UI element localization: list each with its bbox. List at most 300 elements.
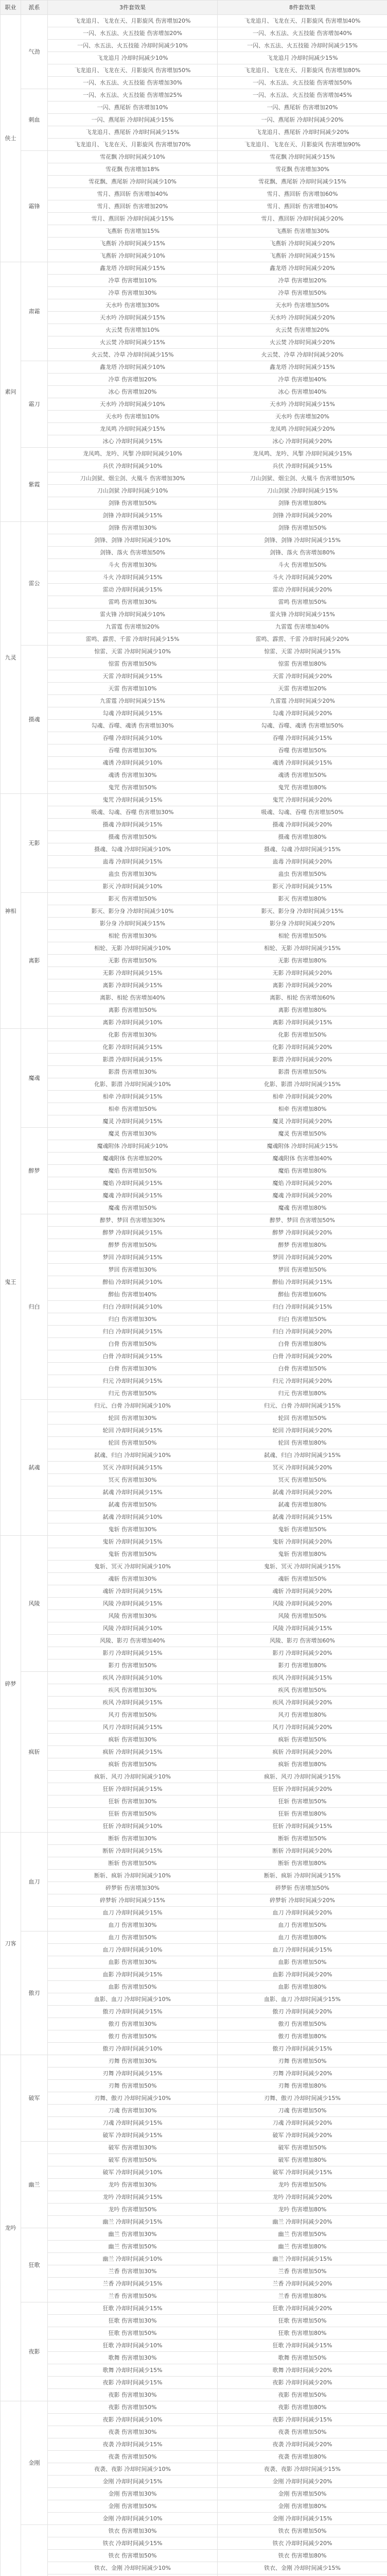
set3-effect-cell: 一闪、燕尾斩 冷却时间减少15%: [48, 114, 218, 126]
table-row: [1, 856, 387, 868]
set3-effect-cell: 醉梦 伤害增加50%: [48, 1239, 218, 1251]
table-row: [1, 1511, 387, 1523]
set8-effect-cell: 刃舞 冷却时间减少20%: [218, 2067, 387, 2080]
table-row: [1, 1412, 387, 1425]
table-row: [1, 707, 387, 720]
set8-effect-cell: 断斩 伤害增加80%: [218, 1857, 387, 1870]
set3-effect-cell: 金刚 伤害增加50%: [48, 2500, 218, 2513]
set8-effect-cell: 轮回 冷却时间减少20%: [218, 1425, 387, 1437]
set3-effect-cell: 摄魂 伤害增加50%: [48, 831, 218, 843]
table-row: [1, 1078, 387, 1091]
set8-effect-cell: 醉仙 伤害增加60%: [218, 1289, 387, 1301]
set3-effect-cell: 断斩 伤害增加50%: [48, 1857, 218, 1870]
set8-effect-cell: 一闪、燕尾斩 冷却时间减少20%: [218, 114, 387, 126]
set3-effect-cell: 狂斩 伤害增加50%: [48, 1808, 218, 1820]
table-row: [1, 1264, 387, 1276]
table-row: [1, 1449, 387, 1462]
set3-effect-cell: 火云焚、冷草 冷却时间减少15%: [48, 349, 218, 361]
set8-effect-cell: 雪花飘 冷却时间减少15%: [218, 151, 387, 163]
school-cell: 摄魂: [21, 646, 48, 794]
table-row: [1, 101, 387, 114]
table-row: [1, 435, 387, 448]
table-row: [1, 1103, 387, 1115]
table-body: [1, 15, 387, 2576]
set3-effect-cell: 雪月、燕回斩 伤害增加20%: [48, 200, 218, 213]
set8-effect-cell: 疯斩 冷却时间减少20%: [218, 1746, 387, 1758]
table-row: [1, 967, 387, 979]
set3-effect-cell: 夜袭 伤害增加30%: [48, 2426, 218, 2438]
table-row: [1, 1561, 387, 1573]
set3-effect-cell: 冷草 伤害增加30%: [48, 287, 218, 299]
set8-effect-cell: 剑锋 伤害增加80%: [218, 497, 387, 510]
set8-effect-cell: 一闪、水五法、火五技能 伤害增加45%: [218, 89, 387, 101]
table-row: [1, 670, 387, 683]
set8-effect-cell: 飞燕斩 冷却时间减少15%: [218, 250, 387, 262]
set3-effect-cell: 兵伏 冷却时间减少10%: [48, 460, 218, 472]
table-row: [1, 992, 387, 1004]
set8-effect-cell: 鬼斩 伤害增加50%: [218, 1523, 387, 1536]
header-set3: 3件套效果: [48, 1, 218, 15]
set3-effect-cell: 化影 伤害增加30%: [48, 1029, 218, 1041]
set3-effect-cell: 傲刃 伤害增加30%: [48, 2018, 218, 2030]
set8-effect-cell: 血影 伤害增加50%: [218, 1956, 387, 1969]
table-row: [1, 250, 387, 262]
table-row: [1, 1165, 387, 1177]
table-row: [1, 1610, 387, 1622]
table-row: [1, 1091, 387, 1103]
set3-effect-cell: 一闪、燕尾斩 伤害增加10%: [48, 101, 218, 114]
table-row: [1, 1931, 387, 1944]
set3-effect-cell: 醉梦、梦回 伤害增加30%: [48, 1214, 218, 1227]
table-row: [1, 2340, 387, 2352]
table-row: [1, 1697, 387, 1709]
set8-effect-cell: 冰心 冷却时间减少20%: [218, 435, 387, 448]
set8-effect-cell: 铁衣 伤害增加50%: [218, 2525, 387, 2537]
set3-effect-cell: 白骨 冷却时间减少15%: [48, 1350, 218, 1363]
set8-effect-cell: 归白 冷却时间减少20%: [218, 1326, 387, 1338]
table-row: [1, 658, 387, 670]
set8-effect-cell: 狂歌 伤害增加80%: [218, 2327, 387, 2340]
table-row: [1, 2414, 387, 2426]
table-row: [1, 40, 387, 52]
set3-effect-cell: 天雷 冷却时间减少15%: [48, 670, 218, 683]
set8-effect-cell: 飞燕斩 伤害增加30%: [218, 225, 387, 238]
set3-effect-cell: 夜影 伤害增加30%: [48, 2389, 218, 2401]
table-row: [1, 2438, 387, 2451]
table-row: [1, 2302, 387, 2315]
set3-effect-cell: 吞噬 伤害增加30%: [48, 744, 218, 757]
table-row: [1, 843, 387, 856]
class-cell: 九灵: [1, 522, 21, 794]
set3-effect-cell: 相轮、无影 冷却时间减少10%: [48, 942, 218, 955]
table-row: [1, 1437, 387, 1449]
set8-effect-cell: 白骨 伤害增加80%: [218, 1338, 387, 1350]
set3-effect-cell: 刃舞 伤害增加50%: [48, 2080, 218, 2092]
set3-effect-cell: 风刃 伤害增加50%: [48, 1709, 218, 1721]
table-row: [1, 868, 387, 880]
school-cell: 疯斩: [21, 1672, 48, 1833]
set8-effect-cell: 吞噬 伤害增加50%: [218, 744, 387, 757]
school-cell: 狂歌: [21, 2228, 48, 2302]
set3-effect-cell: 血刀 伤害增加50%: [48, 1931, 218, 1944]
set8-effect-cell: 鬼咒 冷却时间减少20%: [218, 794, 387, 806]
set3-effect-cell: 飞龙追月、飞龙在天、月影旋风 伤害增加20%: [48, 15, 218, 27]
table-row: [1, 1153, 387, 1165]
school-cell: 夜影: [21, 2302, 48, 2401]
set8-effect-cell: 疾风 冷却时间减少20%: [218, 1697, 387, 1709]
school-cell: 傲刃: [21, 1931, 48, 2055]
set8-effect-cell: 化影、影潜 冷却时间减少15%: [218, 1078, 387, 1091]
set3-effect-cell: 破军 冷却时间减少10%: [48, 2166, 218, 2179]
set8-effect-cell: 血刀 冷却时间减少15%: [218, 1944, 387, 1956]
set8-effect-cell: 鬼斩、冥灭 冷却时间减少15%: [218, 1561, 387, 1573]
table-row: [1, 213, 387, 225]
set3-effect-cell: 兰香 伤害增加50%: [48, 2290, 218, 2302]
set3-effect-cell: 无影 冷却时间减少15%: [48, 967, 218, 979]
set3-effect-cell: 归元、白骨 冷却时间减少10%: [48, 1400, 218, 1412]
table-row: [1, 2191, 387, 2204]
set3-effect-cell: 碎梦斩 冷却时间减少15%: [48, 1894, 218, 1907]
table-row: [1, 398, 387, 411]
table-row: [1, 1474, 387, 1486]
set3-effect-cell: 铁衣、金刚 冷却时间减少10%: [48, 2562, 218, 2574]
table-row: [1, 1016, 387, 1029]
set8-effect-cell: 剑锋 冷却时间减少20%: [218, 510, 387, 522]
table-row: [1, 1758, 387, 1771]
set3-effect-cell: 影刃 冷却时间减少15%: [48, 1647, 218, 1659]
set8-effect-cell: [218, 2574, 387, 2576]
set3-effect-cell: 幽兰 冷却时间减少15%: [48, 2216, 218, 2228]
set3-effect-cell: 血刀 冷却时间减少10%: [48, 1944, 218, 1956]
set3-effect-cell: 魔魂附体 伤害增加20%: [48, 1153, 218, 1165]
table-header-row: [1, 1, 387, 15]
table-row: [1, 1548, 387, 1561]
set3-effect-cell: 离影 伤害增加50%: [48, 1004, 218, 1016]
table-row: [1, 1598, 387, 1610]
set3-effect-cell: 刃舞、傲刃 冷却时间减少10%: [48, 2092, 218, 2105]
set3-effect-cell: 断斩 冷却时间减少15%: [48, 1845, 218, 1857]
set3-effect-cell: 影潜 冷却时间减少15%: [48, 1054, 218, 1066]
set3-effect-cell: 幽兰 伤害增加30%: [48, 2228, 218, 2241]
set3-effect-cell: 血影 冷却时间减少15%: [48, 1969, 218, 1981]
set3-effect-cell: 归元 伤害增加50%: [48, 1387, 218, 1400]
set8-effect-cell: 雷鸣 伤害增加50%: [218, 596, 387, 608]
set8-effect-cell: 幽兰 冷却时间减少20%: [218, 2216, 387, 2228]
set8-effect-cell: 魂斩 伤害增加50%: [218, 1573, 387, 1585]
class-cell: [1, 2401, 21, 2576]
set8-effect-cell: 雪月、燕回斩 冷却时间减少20%: [218, 213, 387, 225]
set3-effect-cell: 魔焰 伤害增加50%: [48, 1165, 218, 1177]
set3-effect-cell: 夜影 冷却时间减少15%: [48, 2377, 218, 2389]
set3-effect-cell: 摄魂 冷却时间减少15%: [48, 819, 218, 831]
set3-effect-cell: 鬼斩 伤害增加30%: [48, 1523, 218, 1536]
set3-effect-cell: 火云焚 伤害增加10%: [48, 324, 218, 336]
set3-effect-cell: 魔魂 伤害增加50%: [48, 1202, 218, 1214]
table-row: [1, 2055, 387, 2067]
set3-effect-cell: 魔灵 冷却时间减少15%: [48, 1115, 218, 1128]
table-row: [1, 1251, 387, 1264]
set3-effect-cell: 影灭 冷却时间减少10%: [48, 880, 218, 893]
set8-effect-cell: 疯斩 伤害增加80%: [218, 1758, 387, 1771]
table-row: [1, 238, 387, 250]
set3-effect-cell: 鬼斩、冥灭 冷却时间减少10%: [48, 1561, 218, 1573]
set8-effect-cell: 傲刃 伤害增加50%: [218, 2018, 387, 2030]
set3-effect-cell: 疾风 伤害增加30%: [48, 1684, 218, 1697]
set3-effect-cell: 一闪、水五法、火五技能 伤害增加20%: [48, 27, 218, 40]
set8-effect-cell: 雪花飘、燕尾斩 冷却时间减少15%: [218, 176, 387, 188]
table-row: [1, 176, 387, 188]
table-row: [1, 1585, 387, 1598]
set3-effect-cell: 雪花飘 伤害增加18%: [48, 163, 218, 176]
set3-effect-cell: 破军 伤害增加30%: [48, 2142, 218, 2154]
table-row: [1, 2166, 387, 2179]
table-row: [1, 423, 387, 435]
table-row: [1, 1326, 387, 1338]
set8-effect-cell: 傲刃 伤害增加80%: [218, 2030, 387, 2043]
set8-effect-cell: 夜影 伤害增加80%: [218, 2401, 387, 2414]
set3-effect-cell: 魔灵 伤害增加30%: [48, 1128, 218, 1140]
set3-effect-cell: 兰香 伤害增加30%: [48, 2265, 218, 2278]
set8-effect-cell: 白骨 伤害增加50%: [218, 1363, 387, 1375]
set3-effect-cell: 雪月、燕回斩 伤害增加40%: [48, 188, 218, 200]
set8-effect-cell: 冷草 伤害增加20%: [218, 275, 387, 287]
set3-effect-cell: 断斩、疯斩 冷却时间减少10%: [48, 1870, 218, 1882]
set8-effect-cell: 飞龙追月、飞龙在天、月影旋风 伤害增加40%: [218, 15, 387, 27]
set3-effect-cell: 弑魂 伤害增加50%: [48, 1499, 218, 1511]
table-row: [1, 15, 387, 27]
table-row: [1, 163, 387, 176]
table-row: [1, 1289, 387, 1301]
table-row: [1, 2389, 387, 2401]
table-row: [1, 831, 387, 843]
set3-effect-cell: 刀山剑狱、烟尘剑、火凰斗 伤害增加30%: [48, 472, 218, 485]
set8-effect-cell: 鑫龙塔 冷却时间减少15%: [218, 361, 387, 374]
table-row: [1, 633, 387, 646]
set8-effect-cell: 归元、白骨 冷却时间减少15%: [218, 1400, 387, 1412]
set3-effect-cell: 九雷霆 伤害增加20%: [48, 621, 218, 633]
set3-effect-cell: 弑魂 冷却时间减少15%: [48, 1486, 218, 1499]
table-row: [1, 287, 387, 299]
set3-effect-cell: 破军 冷却时间减少15%: [48, 2129, 218, 2142]
set3-effect-cell: 蛊虫 伤害增加30%: [48, 868, 218, 880]
set8-effect-cell: 勾魂 冷却时间减少20%: [218, 707, 387, 720]
set8-effect-cell: 刀山剑狱、烟尘剑、火凰斗 伤害增加50%: [218, 472, 387, 485]
set3-effect-cell: 弑魂、归白 冷却时间减少10%: [48, 1449, 218, 1462]
set8-effect-cell: 火云焚 伤害增加20%: [218, 324, 387, 336]
set8-effect-cell: 狂歌 伤害增加50%: [218, 2315, 387, 2327]
table-row: [1, 608, 387, 621]
set3-effect-cell: 疯斩 伤害增加30%: [48, 1734, 218, 1746]
school-cell: 无影: [21, 794, 48, 893]
set8-effect-cell: 归元 伤害增加80%: [218, 1387, 387, 1400]
set8-effect-cell: 雷动 冷却时间减少20%: [218, 584, 387, 596]
set8-effect-cell: 离影 冷却时间减少20%: [218, 979, 387, 992]
set3-effect-cell: 一闪、水五法、火五技能 伤害增加25%: [48, 89, 218, 101]
table-row: [1, 139, 387, 151]
table-row: [1, 225, 387, 238]
table-row: [1, 683, 387, 695]
header-school: 派系: [21, 1, 48, 15]
table-row: [1, 1771, 387, 1783]
set3-effect-cell: 雪月、燕回斩 冷却时间减少15%: [48, 213, 218, 225]
set8-effect-cell: 魔灵 伤害增加50%: [218, 1128, 387, 1140]
set8-effect-cell: 影灭 冷却时间减少15%: [218, 880, 387, 893]
table-row: [1, 52, 387, 64]
set3-effect-cell: 疯斩、风刃 冷却时间减少10%: [48, 1771, 218, 1783]
table-row: [1, 880, 387, 893]
table-row: [1, 1486, 387, 1499]
header-class: 职业: [1, 1, 21, 15]
set8-effect-cell: 魔焰 伤害增加80%: [218, 1165, 387, 1177]
set3-effect-cell: 摄魂、勾魂 冷却时间减少10%: [48, 843, 218, 856]
table-row: [1, 1128, 387, 1140]
set3-effect-cell: 轮回 伤害增加50%: [48, 1437, 218, 1449]
set3-effect-cell: 勾魂、吞噬、魂诱 伤害增加30%: [48, 720, 218, 732]
set3-effect-cell: 雪花飘 冷却时间减少10%: [48, 151, 218, 163]
set3-effect-cell: 雷动 冷却时间减少15%: [48, 584, 218, 596]
table-row: [1, 485, 387, 497]
table-row: [1, 744, 387, 757]
set8-effect-cell: 斗火 伤害增加50%: [218, 559, 387, 571]
table-row: [1, 472, 387, 485]
set8-effect-cell: 铁衣 伤害增加80%: [218, 2550, 387, 2562]
table-row: [1, 1276, 387, 1289]
table-row: [1, 1066, 387, 1078]
table-row: [1, 2228, 387, 2241]
table-row: [1, 262, 387, 275]
table-row: [1, 559, 387, 571]
school-cell: 醉梦: [21, 1128, 48, 1214]
table-row: [1, 2562, 387, 2574]
school-cell: 金刚: [21, 2401, 48, 2525]
set8-effect-cell: 雪花飘 伤害增加30%: [218, 163, 387, 176]
set8-effect-cell: 一闪、燕尾斩 伤害增加20%: [218, 101, 387, 114]
table-row: [1, 1684, 387, 1697]
header-set8: 8件套效果: [218, 1, 387, 15]
set8-effect-cell: 白骨 冷却时间减少20%: [218, 1350, 387, 1363]
set8-effect-cell: 蛊毒 冷却时间减少20%: [218, 856, 387, 868]
set3-effect-cell: 天水吟 伤害增加10%: [48, 411, 218, 423]
set8-effect-cell: 飞燕斩 冷却时间减少20%: [218, 238, 387, 250]
set8-effect-cell: 轮回 伤害增加50%: [218, 1412, 387, 1425]
set8-effect-cell: 天雷 冷却时间减少20%: [218, 670, 387, 683]
set3-effect-cell: 九雷霆 冷却时间减少15%: [48, 695, 218, 707]
set8-effect-cell: 一闪、水五法、火五技能 伤害增加50%: [218, 77, 387, 89]
set8-effect-cell: 狂斩 冷却时间减少20%: [218, 1783, 387, 1795]
set8-effect-cell: 魔灵 冷却时间减少20%: [218, 1115, 387, 1128]
table-row: [1, 955, 387, 967]
set3-effect-cell: 天水吟 冷却时间减少15%: [48, 312, 218, 324]
set8-effect-cell: 雷鸣、霹雳、千雷 冷却时间减少20%: [218, 633, 387, 646]
table-row: [1, 1808, 387, 1820]
table-row: [1, 2142, 387, 2154]
table-row: [1, 361, 387, 374]
set8-effect-cell: 血影 冷却时间减少20%: [218, 1969, 387, 1981]
set8-effect-cell: 血影、血刀 冷却时间减少15%: [218, 1993, 387, 2006]
table-row: [1, 2463, 387, 2476]
set8-effect-cell: 梦回 冷却时间减少20%: [218, 1251, 387, 1264]
table-row: [1, 324, 387, 336]
set3-effect-cell: 狂歌 伤害增加50%: [48, 2327, 218, 2340]
set3-effect-cell: 归白 冷却时间减少15%: [48, 1326, 218, 1338]
set8-effect-cell: 摄魂、勾魂 冷却时间减少15%: [218, 843, 387, 856]
set3-effect-cell: 鑫龙塔 冷却时间减少15%: [48, 262, 218, 275]
table-row: [1, 1140, 387, 1153]
table-row: [1, 1375, 387, 1387]
set3-effect-cell: 魂斩 冷却时间减少15%: [48, 1585, 218, 1598]
table-row: [1, 571, 387, 584]
set3-effect-cell: 狂斩 冷却时间减少10%: [48, 1820, 218, 1833]
class-cell: 龙吟: [1, 2055, 21, 2401]
set3-effect-cell: 血刀 冷却时间减少15%: [48, 1907, 218, 1919]
set3-effect-cell: 龙吟 冷却时间减少15%: [48, 2191, 218, 2204]
set8-effect-cell: 碎梦斩 伤害增加50%: [218, 1882, 387, 1894]
set8-effect-cell: 夜袭 伤害增加80%: [218, 2451, 387, 2463]
set8-effect-cell: 醉梦、梦回 伤害增加50%: [218, 1214, 387, 1227]
table-row: [1, 2080, 387, 2092]
set3-effect-cell: 吞噬 冷却时间减少10%: [48, 732, 218, 744]
set3-effect-cell: 傲刃 伤害增加50%: [48, 2030, 218, 2043]
set3-effect-cell: 风陵、影刃 伤害增加40%: [48, 1635, 218, 1647]
set3-effect-cell: 弑魂 冷却时间减少10%: [48, 1511, 218, 1523]
table-row: [1, 757, 387, 769]
set8-effect-cell: 化影 冷却时间减少20%: [218, 1041, 387, 1054]
set3-effect-cell: 雷鸣、霹雳、千雷 冷却时间减少15%: [48, 633, 218, 646]
table-row: [1, 905, 387, 918]
set3-effect-cell: 金刚 冷却时间减少15%: [48, 2476, 218, 2488]
set8-effect-cell: 天水吟 伤害增加20%: [218, 411, 387, 423]
table-row: [1, 2290, 387, 2302]
set8-effect-cell: 龙凤鸣 冷却时间减少20%: [218, 423, 387, 435]
set3-effect-cell: 狂歌 伤害增加30%: [48, 2315, 218, 2327]
set3-effect-cell: 风陵 冷却时间减少15%: [48, 1598, 218, 1610]
table-row: [1, 2500, 387, 2513]
set8-effect-cell: 相牵 伤害增加80%: [218, 1103, 387, 1115]
set8-effect-cell: 金刚 冷却时间减少20%: [218, 2476, 387, 2488]
set3-effect-cell: 夜影 伤害增加50%: [48, 2401, 218, 2414]
set8-effect-cell: 断斩、疯斩 冷却时间减少15%: [218, 1870, 387, 1882]
table-row: [1, 1894, 387, 1907]
class-cell: 素问: [1, 262, 21, 522]
table-row: [1, 1499, 387, 1511]
set8-effect-cell: 火云焚 冷却时间减少20%: [218, 336, 387, 349]
table-row: [1, 2364, 387, 2377]
table-row: [1, 2401, 387, 2414]
set3-effect-cell: 影刃 伤害增加50%: [48, 1659, 218, 1672]
table-row: [1, 336, 387, 349]
school-cell: 幽兰: [21, 2142, 48, 2228]
table-row: [1, 1622, 387, 1635]
set3-effect-cell: 冷草 伤害增加10%: [48, 275, 218, 287]
table-row: [1, 114, 387, 126]
table-row: [1, 1313, 387, 1326]
set8-effect-cell: 相轮 伤害增加50%: [218, 930, 387, 942]
set3-effect-cell: 刀山剑狱 冷却时间减少10%: [48, 485, 218, 497]
set3-effect-cell: [48, 2574, 218, 2576]
set8-effect-cell: 兰香 伤害增加50%: [218, 2265, 387, 2278]
set8-effect-cell: 飞龙追月 冷却时间减少15%: [218, 52, 387, 64]
set8-effect-cell: 相轮、无影 冷却时间减少15%: [218, 942, 387, 955]
set8-effect-cell: 冷草 伤害增加40%: [218, 374, 387, 386]
set8-effect-cell: 血刀 伤害增加80%: [218, 1931, 387, 1944]
table-row: [1, 2067, 387, 2080]
set3-effect-cell: 相牵 伤害增加50%: [48, 1103, 218, 1115]
set8-effect-cell: 影刃 伤害增加80%: [218, 1659, 387, 1672]
set8-effect-cell: 离影 伤害增加80%: [218, 1004, 387, 1016]
set8-effect-cell: 魔魂附体 冷却时间减少15%: [218, 1140, 387, 1153]
set3-effect-cell: 相牵 冷却时间减少15%: [48, 1091, 218, 1103]
table-row: [1, 819, 387, 831]
